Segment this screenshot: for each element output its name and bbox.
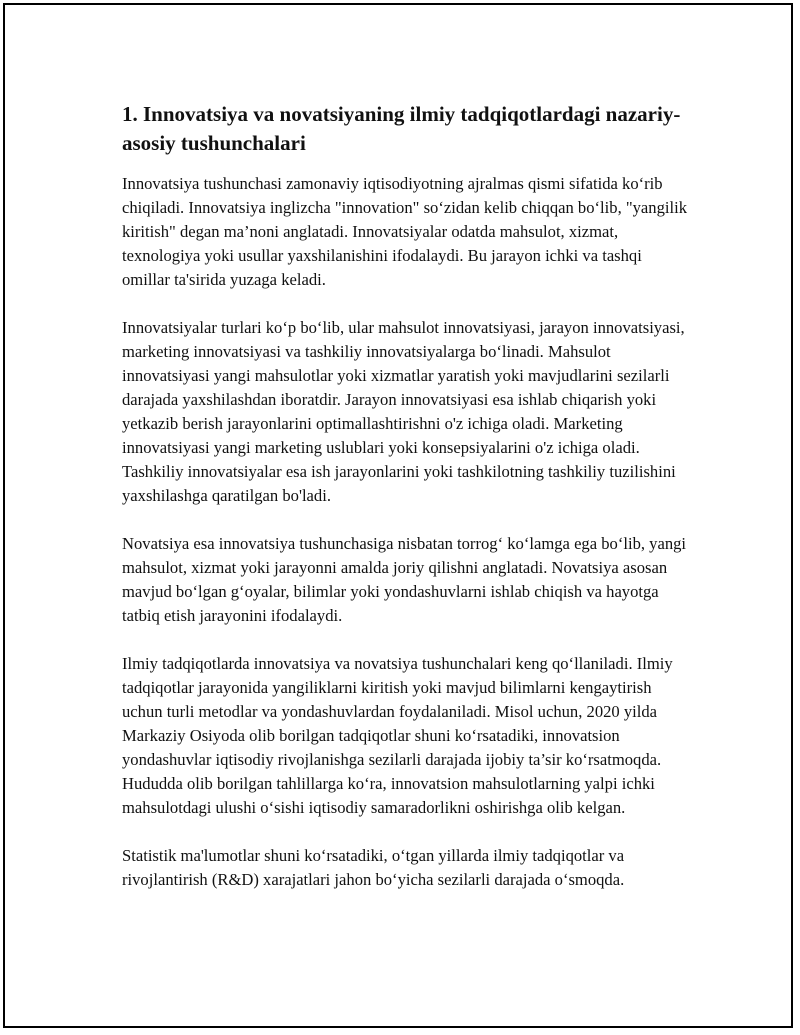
section-heading: 1. Innovatsiya va novatsiyaning ilmiy tadqiqotlardagi nazariy-asosiy tushunchalari — [122, 102, 681, 155]
paragraph-scientific-research: Ilmiy tadqiqotlarda innovatsiya va novatsiya tushunchalari keng qo‘llaniladi. Ilmiy tadqiqotlar jarayonida yangiliklarni kiritish yoki mavjud bilimlarni kengaytirish uchun turli metodlar va yondashuvlardan foydalaniladi. Misol uchun, 2020 yilda Markaziy Osiyoda olib borilgan tadqiqotlar shuni ko‘rsatadiki, innovatsion yondashuvlar iqtisodiy rivojlanishga sezilarli darajada ijobiy ta’sir ko‘rsatmoqda. Hududda olib borilgan tahlillarga ko‘ra, innovatsion mahsulotlarning yalpi ichki mahsulotdagi ulushi o‘sishi iqtisodiy samaradorlikni oshirishga olib kelgan. — [122, 654, 673, 817]
paragraph-innovation-types: Innovatsiyalar turlari ko‘p bo‘lib, ular mahsulot innovatsiyasi, jarayon innovatsiyasi, marketing innovatsiyasi va tashkiliy innovatsiyalarga bo‘linadi. Mahsulot innovatsiyasi yangi mahsulotlar yoki xizmatlar yaratish yoki mavjudlarini sezilarli darajada yaxshilashdan iboratdir. Jarayon innovatsiyasi esa ishlab chiqarish yoki yetkazib berish jarayonlarini optimallashtirishni o'z ichiga oladi. Marketing innovatsiyasi yangi marketing uslublari yoki konsepsiyalarini o'z ichiga oladi. Tashkiliy innovatsiyalar esa ish jarayonlarini yoki tashkilotning tashkiliy tuzilishini yaxshilashga qaratilgan bo'ladi. — [122, 318, 685, 505]
document-page — [3, 3, 793, 1028]
paragraph-statistics: Statistik ma'lumotlar shuni ko‘rsatadiki, o‘tgan yillarda ilmiy tadqiqotlar va rivojlantirish (R&D) xarajatlari jahon bo‘yicha sezilarli darajada o‘smoqda. — [122, 846, 625, 889]
document-content — [122, 100, 690, 916]
paragraph-innovation-definition: Innovatsiya tushunchasi zamonaviy iqtisodiyotning ajralmas qismi sifatida ko‘rib chiqiladi. Innovatsiya inglizcha "innovation" so‘zidan kelib chiqqan bo‘lib, "yangilik kiritish" degan ma’noni anglatadi. Innovatsiyalar odatda mahsulot, xizmat, texnologiya yoki usullar yaxshilanishini ifodalaydi. Bu jarayon ichki va tashqi omillar ta'sirida yuzaga keladi. — [122, 174, 688, 289]
paragraph-novation-definition: Novatsiya esa innovatsiya tushunchasiga nisbatan torrog‘ ko‘lamga ega bo‘lib, yangi mahsulot, xizmat yoki jarayonni amalda joriy qilishni anglatadi. Novatsiya asosan mavjud bo‘lgan g‘oyalar, bilimlar yoki yondashuvlarni ishlab chiqish va hayotga tatbiq etish jarayonini ifodalaydi. — [122, 534, 687, 625]
